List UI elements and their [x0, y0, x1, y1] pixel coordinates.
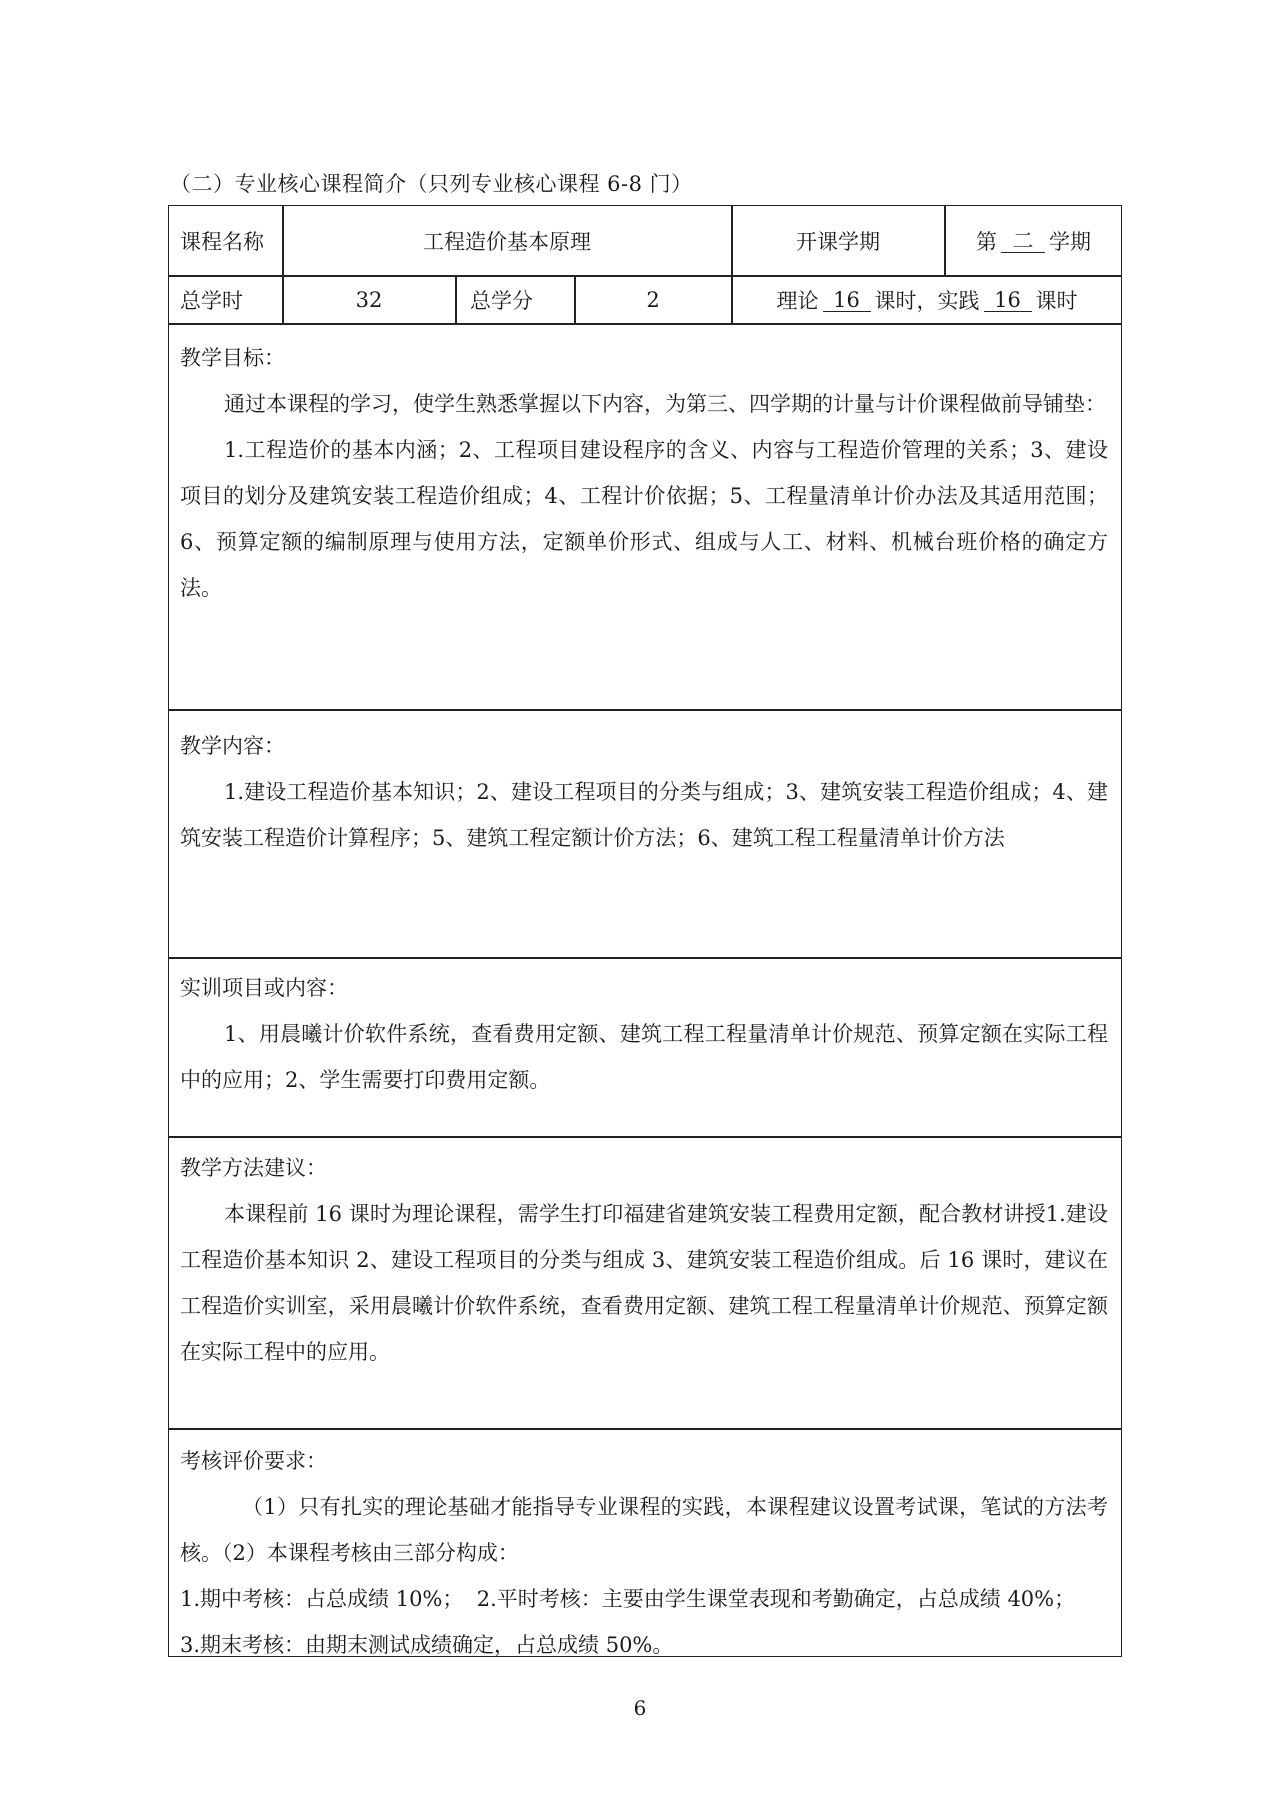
assessment-intro: （1）只有扎实的理论基础才能指导专业课程的实践，本课程建议设置考试课，笔试的方法考核。（2）本课程考核由三部分构成：: [180, 1495, 1108, 1565]
page-number: 6: [633, 1696, 647, 1720]
total-credits: 2: [646, 288, 660, 312]
assessment-heading: 考核评价要求：: [180, 1449, 327, 1473]
objectives-list: 1.工程造价的基本内涵；2、工程项目建设程序的含义、内容与工程造价管理的关系；3、建设项目的划分及建筑安装工程造价组成；4、工程计价依据；5、工程量清单计价办法及其适用范围；6、预算定额的编制原理与使用方法，定额单价形式、组成与人工、材料、机械台班价格的确定方法。: [180, 438, 1108, 600]
content-heading: 教学内容：: [180, 734, 285, 758]
practice-hours: 16: [984, 289, 1032, 312]
section-title: （二）专业核心课程简介（只列专业核心课程 6-8 门）: [170, 172, 693, 196]
semester-prefix: 第: [976, 230, 997, 254]
theory-hours: 16: [823, 289, 871, 312]
training-content: 1、用晨曦计价软件系统，查看费用定额、建筑工程工程量清单计价规范、预算定额在实际工程中的应用；2、学生需要打印费用定额。: [180, 1022, 1108, 1092]
semester-value: 二: [1001, 230, 1045, 253]
course-name: 工程造价基本原理: [423, 230, 591, 254]
total-hours: 32: [355, 288, 383, 312]
objectives-intro: 通过本课程的学习，使学生熟悉掌握以下内容，为第三、四学期的计量与计价课程做前导铺垫：: [224, 392, 1106, 416]
assessment-section: [168, 1438, 1122, 1668]
semester-suffix: 学期: [1049, 230, 1091, 254]
content-list: 1.建设工程造价基本知识；2、建设工程项目的分类与组成；3、建筑安装工程造价组成；4、建筑安装工程造价计算程序；5、建筑工程定额计价方法；6、建筑工程工程量清单计价方法: [180, 780, 1108, 850]
training-section: [168, 965, 1122, 1103]
content-section: [168, 723, 1122, 861]
course-name-label: 课程名称: [180, 230, 264, 254]
divider: [168, 1136, 1122, 1138]
theory-practice-cell: [732, 275, 1122, 325]
objectives-section: [168, 335, 1122, 611]
semester-label: 开课学期: [796, 230, 880, 254]
training-heading: 实训项目或内容：: [180, 976, 348, 1000]
methods-section: [168, 1145, 1122, 1375]
divider: [168, 709, 1122, 711]
objectives-heading: 教学目标：: [180, 346, 285, 370]
assessment-items-2: 3.期末考核：由期末测试成绩确定，占总成绩 50%。: [180, 1633, 674, 1657]
assessment-items-1: 1.期中考核：占总成绩 10%； 2.平时考核：主要由学生课堂表现和考勤确定，占总成绩 40%；: [180, 1587, 1076, 1611]
theory-unit: 课时，实践: [874, 289, 980, 313]
divider: [168, 1428, 1122, 1430]
methods-heading: 教学方法建议：: [180, 1156, 327, 1180]
course-table: [168, 205, 1122, 1657]
credits-label: 总学分: [470, 289, 533, 313]
methods-content: 本课程前 16 课时为理论课程，需学生打印福建省建筑安装工程费用定额，配合教材讲授1.建设工程造价基本知识 2、建设工程项目的分类与组成 3、建筑安装工程造价组成。后 16 课时，建议在工程造价实训室，采用晨曦计价软件系统，查看费用定额、建筑工程工程量清单计价规范、预算定额在实际工程中的应用。: [180, 1202, 1108, 1364]
divider: [455, 275, 457, 325]
hours-label: 总学时: [180, 289, 243, 313]
practice-unit: 课时: [1035, 289, 1078, 313]
theory-label: 理论: [776, 289, 819, 313]
semester-cell: [945, 205, 1122, 277]
divider: [168, 957, 1122, 959]
